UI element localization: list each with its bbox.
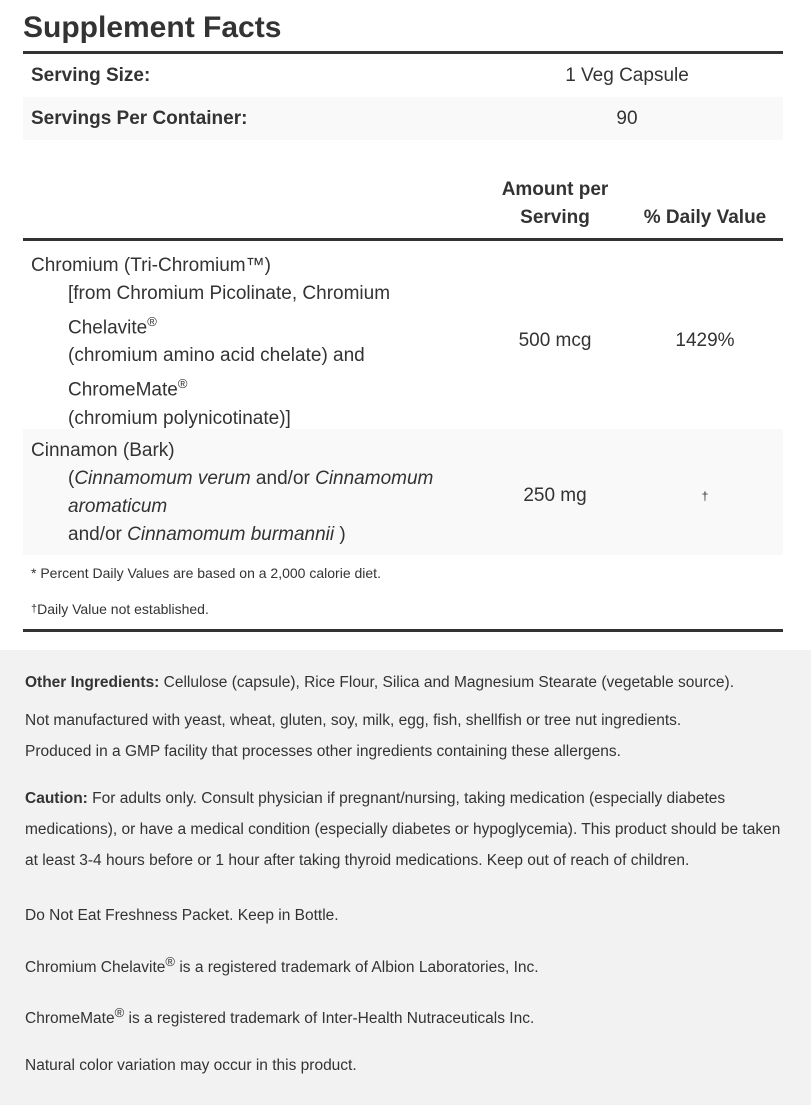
caution-statement: Caution: For adults only. Consult physician if pregnant/nursing, taking medication (especially diabetes medications), or have a medical condition (especially diabetes or hypoglycemia). This product should be taken at least 3-4 hours before or 1 hour after taking thyroid medications. Keep out of reach of children. [25,790,781,869]
ingredient-name: Cinnamon (Bark) (Cinnamomum verum and/or Cinnamomum aromaticum and/or Cinnamomum burmannii ) [31,440,434,545]
ingredient-daily-value: 1429% [675,329,735,351]
amount-column-header: Amount per Serving [501,179,609,228]
serving-size-row [23,54,783,97]
servings-per-container-label: Servings Per Container: [31,107,248,129]
daily-value-column-header: % Daily Value [643,207,767,228]
allergen-statement: Not manufactured with yeast, wheat, gluten, soy, milk, egg, fish, shellfish or tree nut ingredients. Produced in a GMP facility that processes other ingredients containing these allergens. [25,712,682,760]
other-ingredients: Other Ingredients: Cellulose (capsule), Rice Flour, Silica and Magnesium Stearate (vegetable source). [25,674,734,691]
ingredient-name: Chromium (Tri-Chromium™) [from Chromium Picolinate, Chromium Chelavite® (chromium amino acid chelate) and ChromeMate® (chromium polynicotinate)] [31,255,391,429]
ingredient-amount: 500 mcg [518,329,592,351]
serving-size-value: 1 Veg Capsule [565,64,689,86]
panel-title: Supplement Facts [23,11,282,44]
bottom-rule [23,629,783,632]
freshness-note: Do Not Eat Freshness Packet. Keep in Bottle. [25,907,339,924]
trademark-chelavite: Chromium Chelavite® is a registered trademark of Albion Laboratories, Inc. [25,954,539,977]
color-variation-note: Natural color variation may occur in this product. [25,1057,357,1075]
servings-per-container-value: 90 [616,107,638,129]
serving-size-label: Serving Size: [31,64,151,86]
servings-per-container-row [23,97,783,140]
footnote-percent: * Percent Daily Values are based on a 2,000 calorie diet. [31,565,381,581]
trademark-chromemate: ChromeMate® is a registered trademark of Inter-Health Nutraceuticals Inc. [25,1005,535,1028]
label-text-section [25,650,795,1075]
ingredient-daily-value: † [701,489,709,503]
ingredient-amount: 250 mg [523,485,587,506]
ingredient-row-cinnamon [23,429,783,555]
column-header-row [23,140,783,238]
ingredient-row-chromium [23,241,783,429]
footnote-dagger: † Daily Value not established. [31,601,209,617]
